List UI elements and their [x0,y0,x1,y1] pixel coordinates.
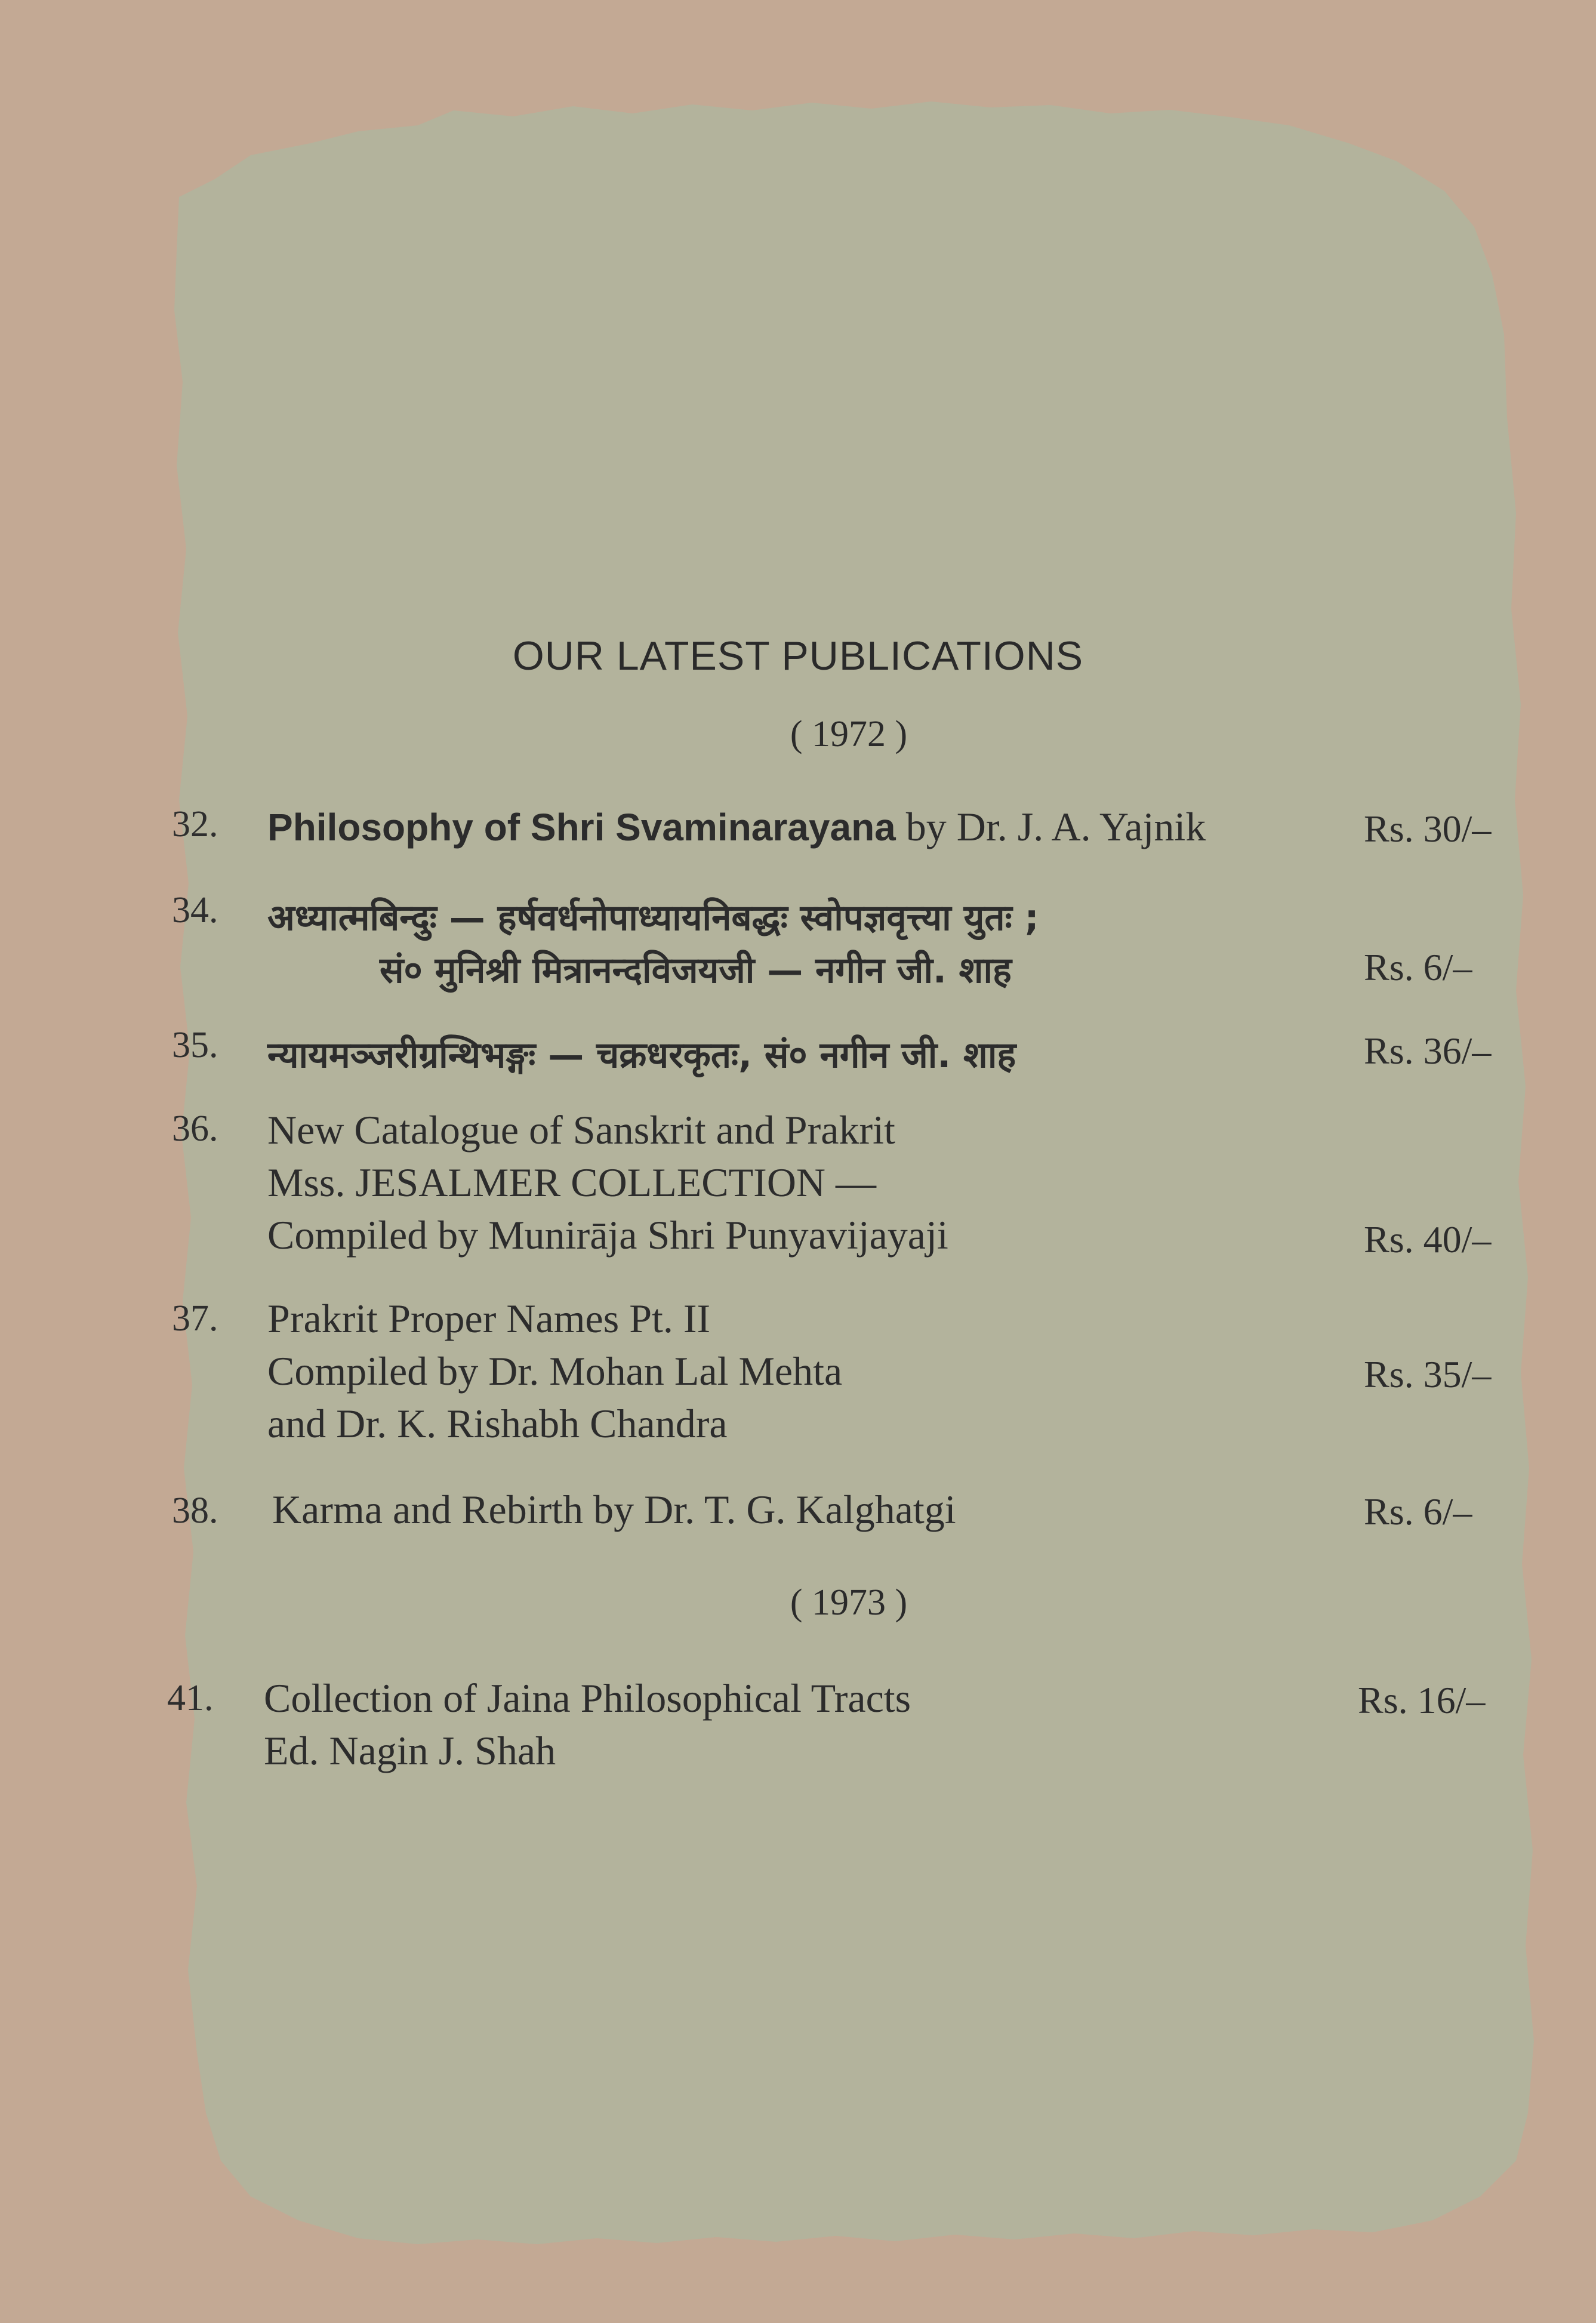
entry-line: Ed. Nagin J. Shah [264,1728,556,1773]
entry-line: Karma and Rebirth by Dr. T. G. Kalghatgi [272,1487,956,1532]
entry-line: Compiled by Munirāja Shri Punyavijayaji [267,1212,948,1258]
entry-line: and Dr. K. Rishabh Chandra [267,1401,728,1446]
entry-line: न्यायमञ्जरीग्रन्थिभङ्गः — चक्रधरकृतः, सं० नगीन जी. शाह [267,1034,1016,1076]
entry-line: New Catalogue of Sanskrit and Prakrit [267,1107,895,1153]
entry-number: 35. [172,1025,218,1065]
entry-price: Rs. 16/– [1358,1679,1486,1721]
entry-price: Rs. 6/– [1364,946,1472,988]
entry-line: अध्यात्मबिन्दुः — हर्षवर्धनोपाध्यायनिबद्धः स्वोपज्ञवृत्त्या युतः ; [267,897,1039,939]
entry-byline: by Dr. J. A. Yajnik [905,804,1206,849]
entry-number: 41. [167,1678,214,1718]
entry-title: Philosophy of Shri Svaminarayana [267,806,896,849]
entry-line: Collection of Jaina Philosophical Tracts [264,1675,911,1721]
entry-number: 32. [172,804,218,845]
entry-price: Rs. 6/– [1364,1490,1472,1533]
entry-price: Rs. 30/– [1364,808,1492,850]
entry-number: 36. [172,1108,218,1149]
entry-line: Prakrit Proper Names Pt. II [267,1296,711,1341]
entry-title-line [267,803,1206,851]
page-heading: OUR LATEST PUBLICATIONS [512,633,1084,679]
entry-number: 38. [172,1490,218,1531]
year-1972: ( 1972 ) [790,714,908,754]
entry-line: सं० मुनिश्री मित्रानन्दविजयजी — नगीन जी. शाह [380,950,1012,991]
entry-price: Rs. 36/– [1364,1030,1492,1072]
entry-line: Compiled by Dr. Mohan Lal Mehta [267,1348,843,1394]
entry-number: 37. [172,1298,218,1339]
entry-line: Mss. JESALMER COLLECTION — [267,1160,877,1205]
entry-price: Rs. 35/– [1364,1353,1492,1395]
entry-price: Rs. 40/– [1364,1218,1492,1261]
entry-number: 34. [172,890,218,931]
year-1973: ( 1973 ) [790,1582,908,1623]
